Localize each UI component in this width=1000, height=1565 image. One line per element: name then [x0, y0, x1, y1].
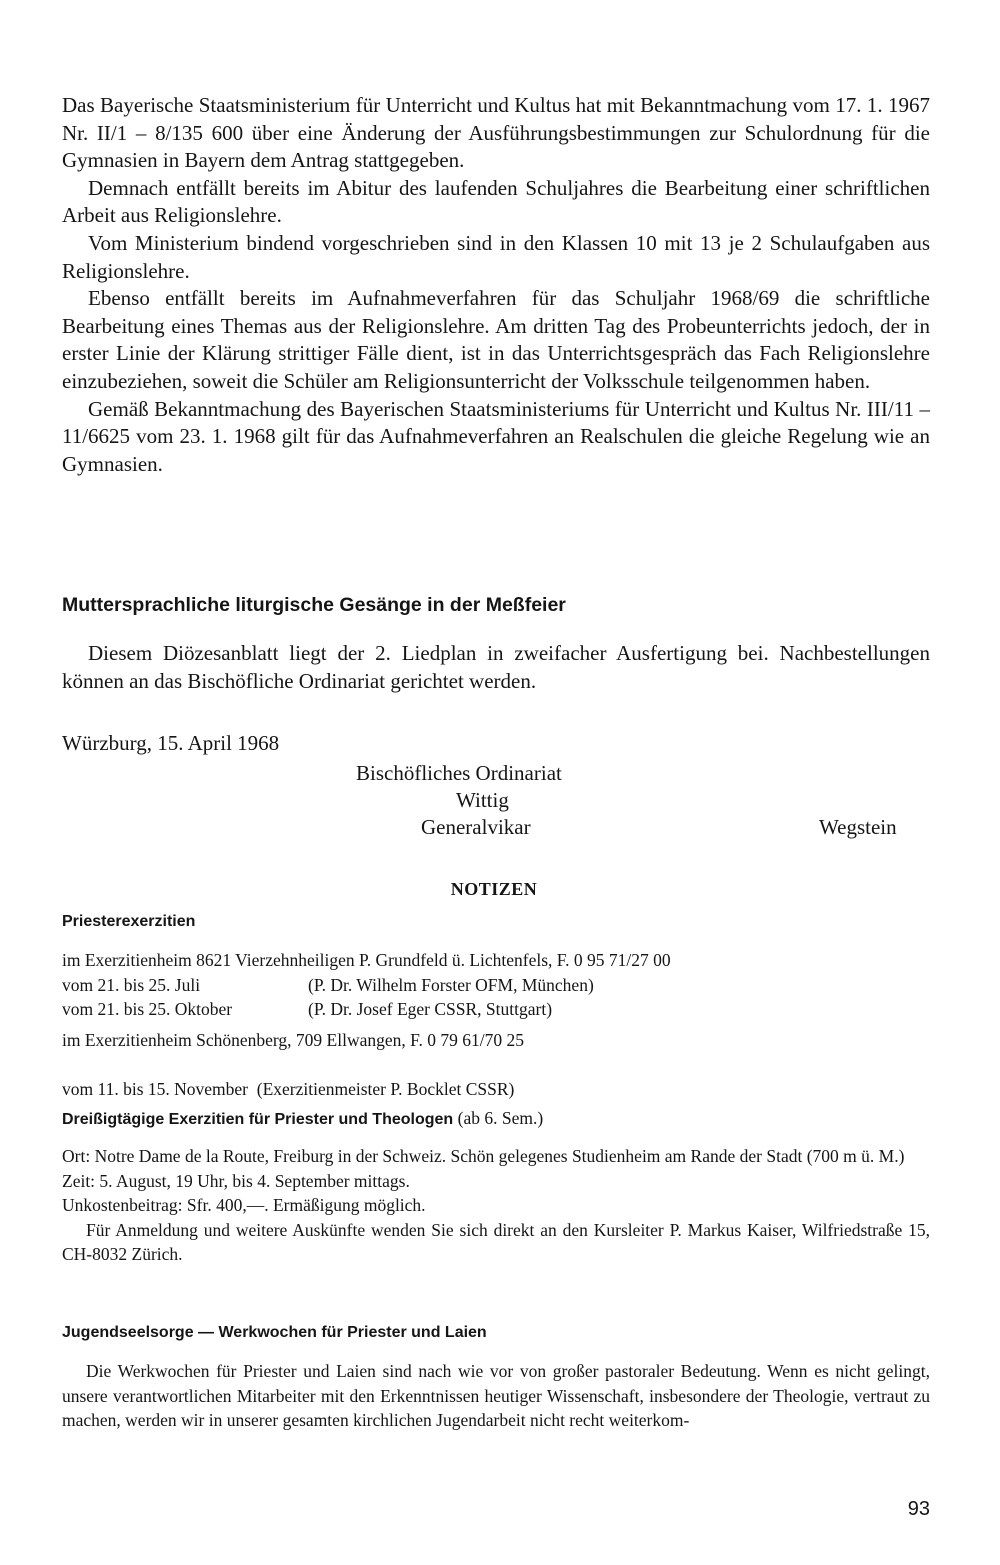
intro-paragraph: Gemäß Bekanntmachung des Bayerischen Staatsministeriums für Unterricht und Kultus Nr. III/11 – 11/6625 vom 23. 1. 1968 gilt für das Aufnahmeverfahren an Realschulen die gleiche Regelung wie an Gymnasien.: [62, 396, 930, 476]
jugend-section: [62, 1324, 930, 1342]
signature-cosigner: Wegstein: [819, 815, 897, 839]
place-date: Würzburg, 15. April 1968: [62, 731, 280, 755]
jugend-heading: Jugendseelsorge — Werkwochen für Priester und Laien: [62, 1324, 487, 1341]
exerzitien-row: [62, 997, 930, 1022]
exerzitien-heading: Priesterexerzitien: [62, 913, 196, 930]
course-leader: (P. Dr. Josef Eger CSSR, Stuttgart): [308, 999, 553, 1019]
signature-title: Generalvikar: [421, 815, 531, 839]
signature-office: Bischöfliches Ordinariat: [356, 761, 562, 785]
intro-paragraph: Ebenso entfällt bereits im Aufnahmeverfahren für das Schuljahr 1968/69 die schriftliche Bearbeitung eines Themas aus der Religionslehre. Am dritten Tag des Probeunterrichts jedoch, der in erster Linie der Klärung strittiger Fälle dient, ist in das Unterrichtsgespräch das Fach Religionslehre einzubeziehen, soweit die Schüler am Religionsunterricht der Volksschule teilgenommen haben.: [62, 286, 930, 393]
intro-section: [62, 92, 930, 478]
liturgy-section: [62, 594, 930, 617]
jugend-text: Die Werkwochen für Priester und Laien sind nach wie vor von großer pastoraler Bedeutung. Wenn es nicht gelingt, unsere verantwortlichen Mitarbeiter mit den Erkenntnissen heutiger Wissenschaft, insbesondere der Theologie, vertraut zu machen, werden wir in unserer gesamten kirchlichen Jugendarbeit nicht recht weiterkom-: [62, 1361, 930, 1430]
house-line: im Exerzitienheim 8621 Vierzehnheiligen P. Grundfeld ü. Lichtenfels, F. 0 95 71/27 00: [62, 950, 671, 970]
exerzitien-row: [62, 1053, 930, 1099]
dreissig-body: [62, 1144, 930, 1267]
house-line: im Exerzitienheim Schönenberg, 709 Ellwangen, F. 0 79 61/70 25: [62, 1030, 524, 1050]
intro-paragraph: Vom Ministerium bindend vorgeschrieben sind in den Klassen 10 mit 13 je 2 Schulaufgaben aus Religionslehre.: [62, 230, 930, 283]
dreissig-ort: Ort: Notre Dame de la Route, Freiburg in der Schweiz. Schön gelegenes Studienheim am Rande der Stadt (700 m ü. M.): [62, 1146, 905, 1166]
dreissig-zeit: Zeit: 5. August, 19 Uhr, bis 4. September mittags.: [62, 1170, 410, 1191]
dreissig-heading-text: Dreißigtägige Exerzitien für Priester und Theologen: [62, 1111, 454, 1128]
dreissig-heading: [62, 1108, 930, 1129]
course-date: vom 21. bis 25. Oktober: [62, 999, 233, 1019]
exerzitien-list-2: [62, 1028, 930, 1099]
liturgy-heading: Muttersprachliche liturgische Gesänge in der Meßfeier: [62, 594, 566, 616]
intro-paragraph: Demnach entfällt bereits im Abitur des laufenden Schuljahres die Bearbeitung einer schriftlichen Arbeit aus Religionslehre.: [62, 175, 930, 228]
exerzitien-row: [62, 973, 930, 998]
liturgy-text: Diesem Diözesanblatt liegt der 2. Liedplan in zweifacher Ausfertigung bei. Nachbestellungen können an das Bischöfliche Ordinariat gerichtet werden.: [62, 641, 930, 693]
dreissig-section: [62, 1108, 930, 1129]
signature-name: Wittig: [456, 788, 509, 812]
exerzitien-section: [62, 913, 930, 931]
intro-paragraph: Das Bayerische Staatsministerium für Unterricht und Kultus hat mit Bekanntmachung vom 17. 1. 1967 Nr. II/1 – 8/135 600 über eine Änderung der Ausführungsbestimmungen zur Schulordnung für die Gymnasien in Bayern dem Antrag stattgegeben.: [62, 93, 930, 173]
course-date-leader: vom 11. bis 15. November (Exerzitienmeister P. Bocklet CSSR): [62, 1079, 515, 1099]
exerzitien-house: [62, 948, 930, 973]
course-date: vom 21. bis 25. Juli: [62, 974, 201, 995]
page-number: 93: [907, 1498, 930, 1520]
course-leader: (P. Dr. Wilhelm Forster OFM, München): [308, 974, 594, 995]
dreissig-kosten: Unkostenbeitrag: Sfr. 400,—. Ermäßigung möglich.: [62, 1195, 426, 1215]
liturgy-body: [62, 640, 930, 695]
exerzitien-list: [62, 948, 930, 1022]
dreissig-anmeldung: Für Anmeldung und weitere Auskünfte wenden Sie sich direkt an den Kursleiter P. Markus Kaiser, Wilfriedstraße 15, CH-8032 Zürich.: [62, 1219, 930, 1264]
notizen-title: NOTIZEN: [450, 879, 538, 899]
exerzitien-house: [62, 1028, 930, 1053]
jugend-body: [62, 1359, 930, 1433]
dreissig-heading-tail: (ab 6. Sem.): [457, 1108, 544, 1128]
